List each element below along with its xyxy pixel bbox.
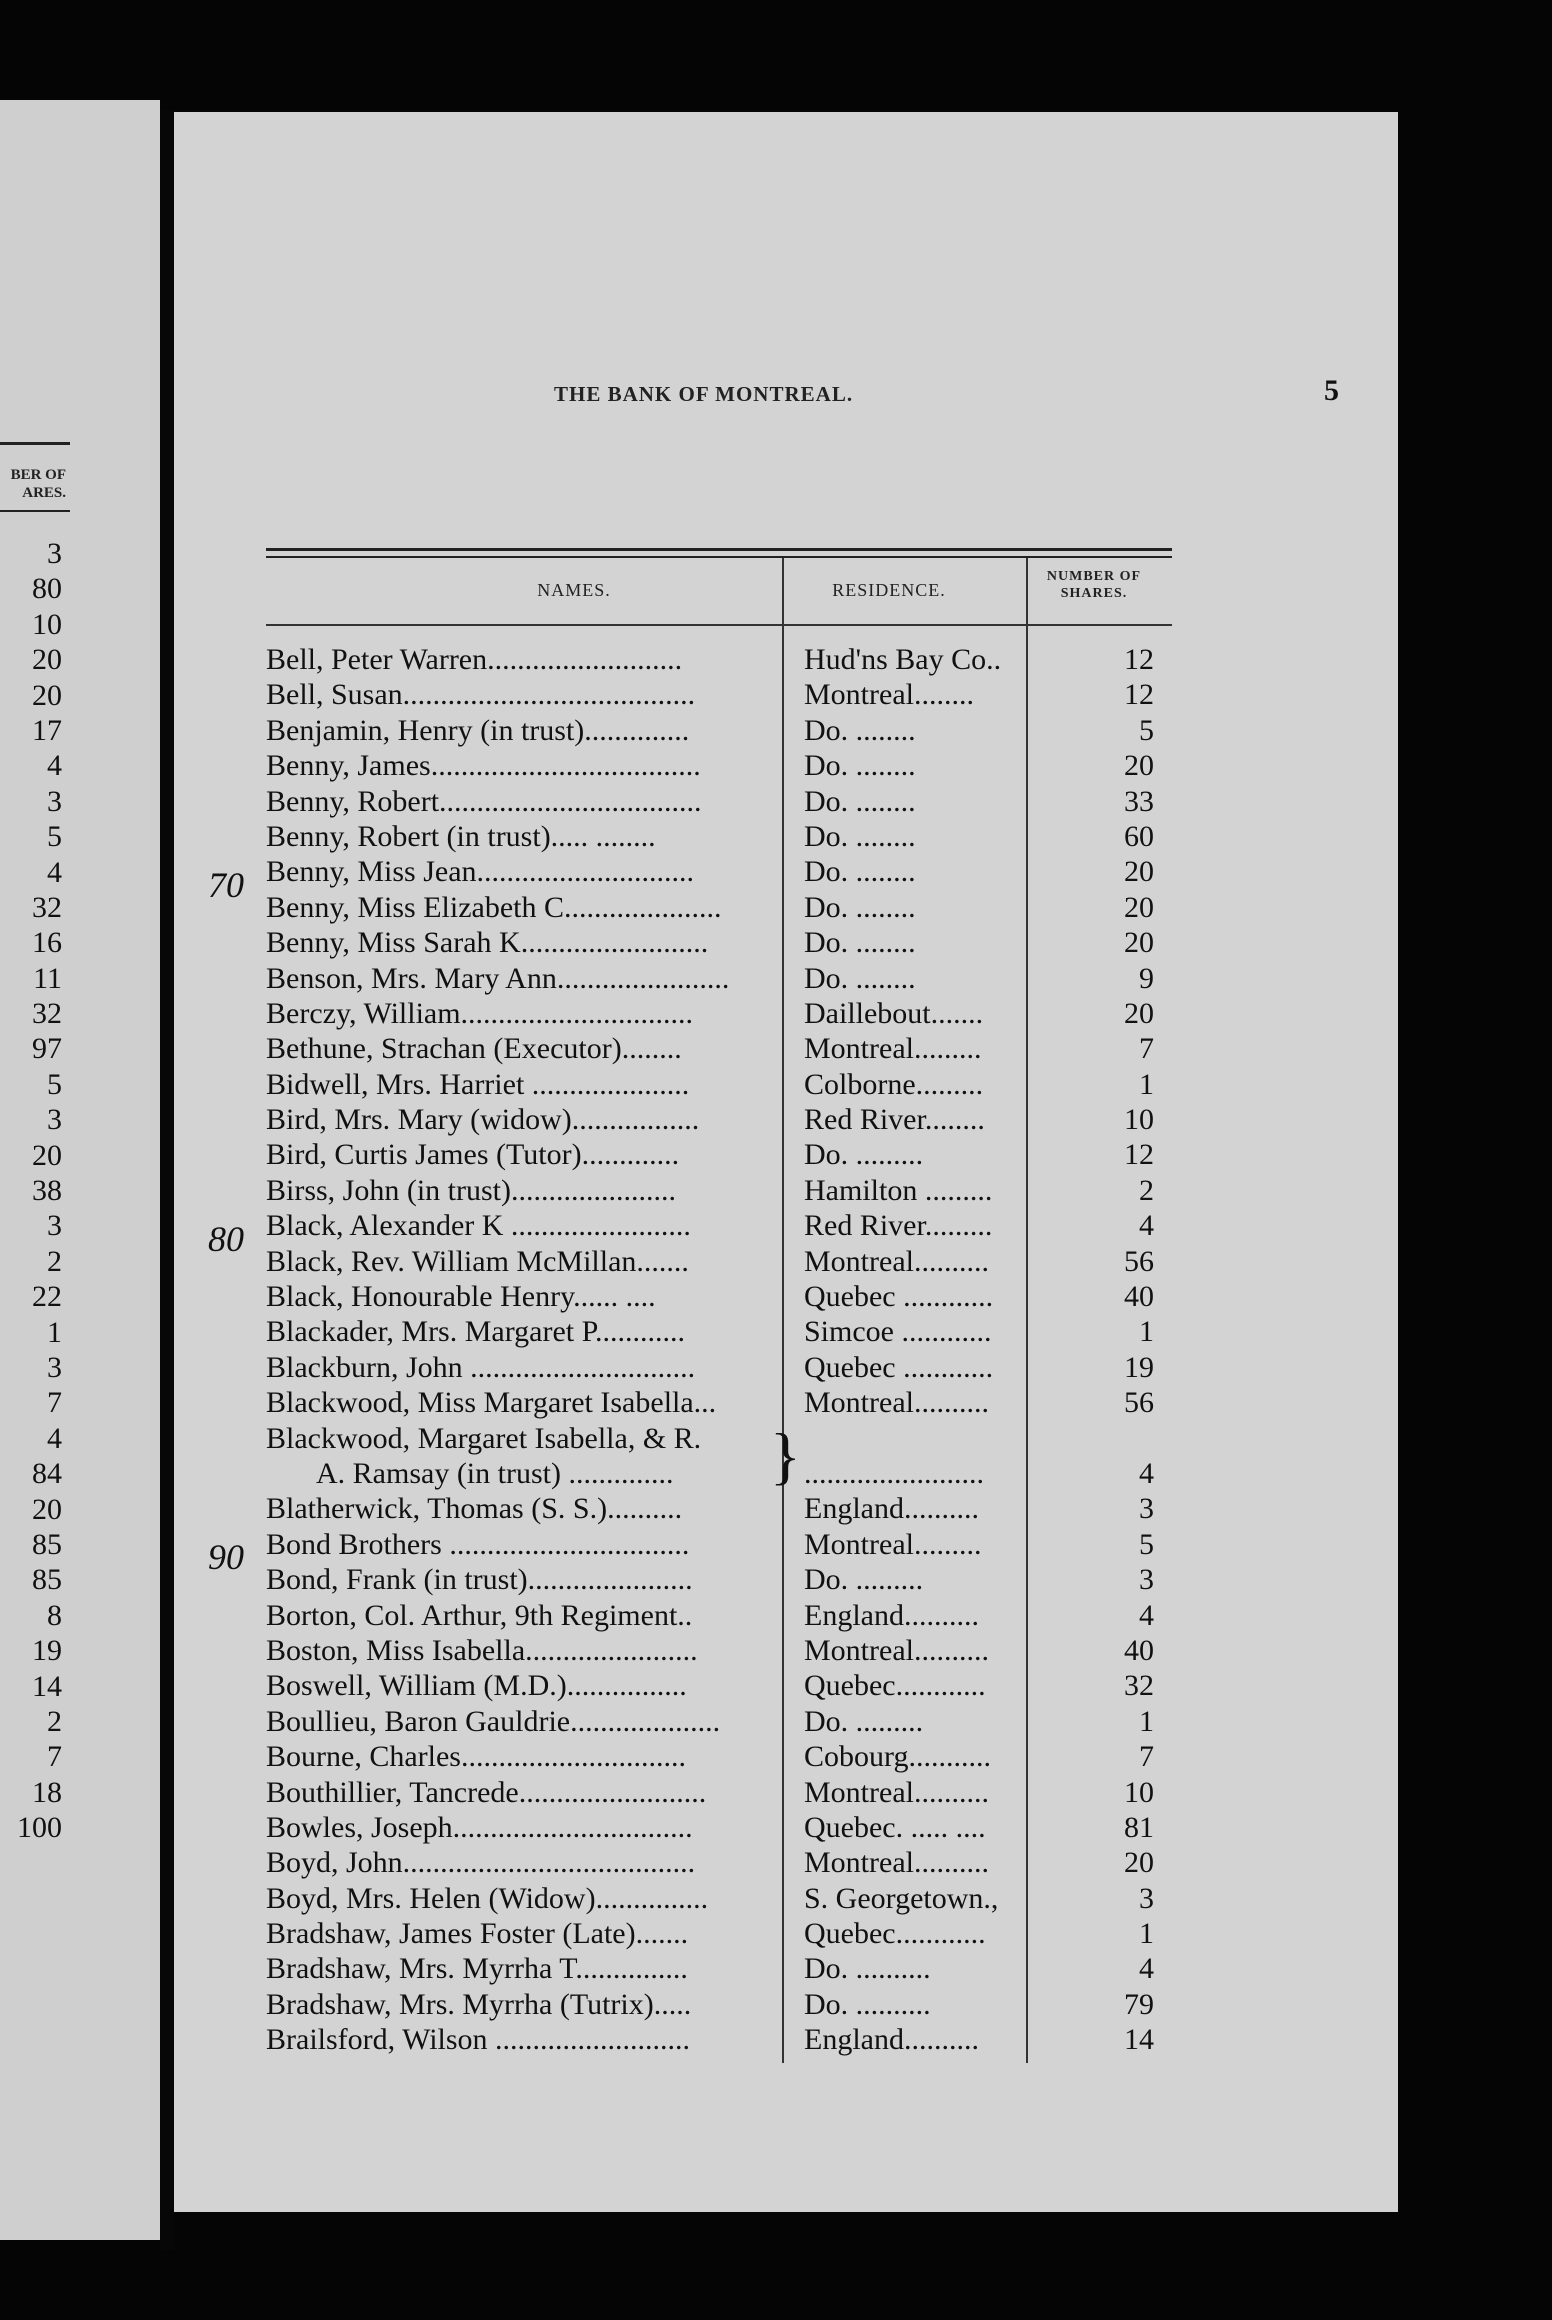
shareholder-name: Black, Alexander K ........................ bbox=[266, 1209, 691, 1243]
shareholder-shares: 33 bbox=[1124, 784, 1154, 818]
shareholder-name: Bond, Frank (in trust)...................... bbox=[266, 1563, 693, 1597]
shareholder-name: Blackburn, John .............................. bbox=[266, 1350, 696, 1384]
left-share-value: 85 bbox=[32, 1527, 62, 1561]
shareholder-residence: Red River........ bbox=[804, 1103, 985, 1137]
shareholder-name: Bethune, Strachan (Executor)........ bbox=[266, 1032, 682, 1066]
shareholder-shares: 20 bbox=[1124, 1846, 1154, 1880]
shareholder-shares: 4 bbox=[1139, 1952, 1154, 1986]
left-share-value: 4 bbox=[47, 749, 62, 783]
shareholder-residence: Do. ........ bbox=[804, 926, 916, 960]
margin-note-70: 70 bbox=[208, 865, 244, 905]
shareholder-name: Boyd, Mrs. Helen (Widow)............... bbox=[266, 1881, 709, 1915]
left-share-value: 4 bbox=[47, 1421, 62, 1455]
shareholder-shares: 20 bbox=[1124, 926, 1154, 960]
shareholder-residence: England.......... bbox=[804, 2023, 979, 2057]
shareholder-residence: England.......... bbox=[804, 1492, 979, 1526]
shareholder-shares: 4 bbox=[1139, 1456, 1154, 1490]
shareholder-residence: Quebec. ..... .... bbox=[804, 1810, 986, 1844]
shareholder-residence: S. Georgetown., bbox=[804, 1881, 999, 1915]
shareholder-residence: Montreal.......... bbox=[804, 1775, 989, 1809]
left-share-value: 38 bbox=[32, 1174, 62, 1208]
shareholder-name: Blackwood, Margaret Isabella, & R. bbox=[266, 1421, 702, 1455]
left-page-fragment bbox=[0, 100, 160, 2240]
column-header-residence: RESIDENCE. bbox=[832, 580, 946, 600]
shareholder-name: Blatherwick, Thomas (S. S.).......... bbox=[266, 1492, 683, 1526]
shareholder-name: Benny, Miss Sarah K......................... bbox=[266, 926, 709, 960]
shareholder-name: Benny, Robert (in trust)..... ........ bbox=[266, 819, 656, 853]
table-row bbox=[174, 819, 1398, 854]
shareholder-shares: 20 bbox=[1124, 855, 1154, 889]
running-head: THE BANK OF MONTREAL. bbox=[554, 382, 854, 406]
shareholder-name: Bradshaw, James Foster (Late)....... bbox=[266, 1917, 689, 1951]
shareholder-residence: Quebec ............ bbox=[804, 1280, 994, 1314]
left-share-value: 84 bbox=[32, 1457, 62, 1491]
shareholder-residence: Hamilton ......... bbox=[804, 1173, 993, 1207]
left-share-value: 97 bbox=[32, 1032, 62, 1066]
shareholder-shares: 20 bbox=[1124, 996, 1154, 1030]
left-share-value: 20 bbox=[32, 678, 62, 712]
shareholder-residence: Do. .......... bbox=[804, 1987, 931, 2021]
shareholder-shares: 7 bbox=[1139, 1032, 1154, 1066]
shareholder-name: Benny, James.................................... bbox=[266, 749, 701, 783]
shareholder-residence: Do. ......... bbox=[804, 1138, 924, 1172]
table-row bbox=[174, 1314, 1398, 1349]
shareholder-residence: Do. ......... bbox=[804, 1563, 924, 1597]
left-share-value: 11 bbox=[33, 961, 62, 995]
table-row bbox=[174, 1881, 1398, 1916]
shareholder-shares: 56 bbox=[1124, 1386, 1154, 1420]
shareholder-residence: Montreal.......... bbox=[804, 1633, 989, 1667]
left-share-value: 5 bbox=[47, 1067, 62, 1101]
table-row bbox=[174, 961, 1398, 996]
shareholder-residence: Montreal.......... bbox=[804, 1244, 989, 1278]
column-header-names: NAMES. bbox=[537, 580, 611, 600]
shareholder-name: Berczy, William............................... bbox=[266, 996, 694, 1030]
left-share-value: 1 bbox=[47, 1315, 62, 1349]
table-row bbox=[174, 1987, 1398, 2022]
column-header-shares: NUMBER OF SHARES. bbox=[1046, 569, 1142, 601]
table-row bbox=[174, 1562, 1398, 1597]
shareholder-residence: Do. ........ bbox=[804, 819, 916, 853]
table-row bbox=[174, 784, 1398, 819]
left-share-value: 14 bbox=[32, 1669, 62, 1703]
shareholder-shares: 2 bbox=[1139, 1173, 1154, 1207]
book-spine bbox=[160, 110, 174, 2250]
shareholder-shares: 20 bbox=[1124, 749, 1154, 783]
table-row bbox=[174, 1916, 1398, 1951]
table-row bbox=[174, 1279, 1398, 1314]
shareholder-name: Bird, Curtis James (Tutor)............. bbox=[266, 1138, 680, 1172]
shareholder-name: Boullieu, Baron Gauldrie.................... bbox=[266, 1704, 721, 1738]
shareholder-residence: Do. .......... bbox=[804, 1952, 931, 1986]
shareholder-shares: 4 bbox=[1139, 1598, 1154, 1632]
left-share-value: 3 bbox=[47, 1103, 62, 1137]
shareholder-residence: Quebec............ bbox=[804, 1917, 986, 1951]
shareholder-name: Borton, Col. Arthur, 9th Regiment.. bbox=[266, 1598, 693, 1632]
shareholder-name: Bell, Susan....................................... bbox=[266, 678, 696, 712]
shareholder-name: Black, Rev. William McMillan....... bbox=[266, 1244, 689, 1278]
table-row bbox=[174, 1244, 1398, 1279]
left-share-value: 85 bbox=[32, 1563, 62, 1597]
shareholder-name: Bond Brothers ................................ bbox=[266, 1527, 690, 1561]
left-header-rule bbox=[0, 442, 70, 445]
table-row bbox=[174, 642, 1398, 677]
shareholder-name: Bradshaw, Mrs. Myrrha T............... bbox=[266, 1952, 688, 1986]
left-share-value: 3 bbox=[47, 784, 62, 818]
left-share-value: 20 bbox=[32, 1492, 62, 1526]
header-bottom-rule bbox=[266, 624, 1172, 626]
shareholder-shares: 3 bbox=[1139, 1563, 1154, 1597]
ledger-page bbox=[174, 112, 1398, 2212]
shareholder-residence: Montreal.......... bbox=[804, 1846, 989, 1880]
left-share-value: 3 bbox=[47, 1209, 62, 1243]
shareholder-shares: 12 bbox=[1124, 678, 1154, 712]
shareholder-residence: Do. ......... bbox=[804, 1704, 924, 1738]
table-row bbox=[174, 1951, 1398, 1986]
shareholder-residence: Do. ........ bbox=[804, 749, 916, 783]
table-row bbox=[174, 2022, 1398, 2057]
shareholder-shares: 5 bbox=[1139, 1527, 1154, 1561]
left-share-value: 2 bbox=[47, 1244, 62, 1278]
table-row bbox=[174, 890, 1398, 925]
shareholder-residence: Do. ........ bbox=[804, 855, 916, 889]
table-row bbox=[174, 1208, 1398, 1243]
left-shares-header: BER OF ARES. bbox=[10, 467, 66, 501]
table-row bbox=[174, 1385, 1398, 1420]
left-share-value: 4 bbox=[47, 855, 62, 889]
shareholder-shares: 3 bbox=[1139, 1492, 1154, 1526]
shareholder-residence: Quebec ............ bbox=[804, 1350, 994, 1384]
table-row bbox=[174, 1067, 1398, 1102]
shareholder-table bbox=[174, 642, 1398, 2058]
shareholder-shares: 14 bbox=[1124, 2023, 1154, 2057]
left-share-value: 80 bbox=[32, 572, 62, 606]
left-share-value: 32 bbox=[32, 890, 62, 924]
shareholder-residence: Montreal......... bbox=[804, 1527, 982, 1561]
table-row bbox=[174, 1739, 1398, 1774]
table-row bbox=[174, 1350, 1398, 1385]
shareholder-name: Boyd, John....................................... bbox=[266, 1846, 696, 1880]
shareholder-name: Benny, Miss Elizabeth C..................... bbox=[266, 890, 722, 924]
left-share-value: 16 bbox=[32, 926, 62, 960]
left-share-value: 22 bbox=[32, 1280, 62, 1314]
shareholder-shares: 4 bbox=[1139, 1209, 1154, 1243]
shareholder-shares: 32 bbox=[1124, 1669, 1154, 1703]
shareholder-name: Bourne, Charles.............................. bbox=[266, 1740, 686, 1774]
table-row bbox=[174, 677, 1398, 712]
left-share-value: 8 bbox=[47, 1598, 62, 1632]
shareholder-name: Bird, Mrs. Mary (widow)................. bbox=[266, 1103, 700, 1137]
table-row bbox=[174, 1102, 1398, 1137]
left-share-value: 17 bbox=[32, 713, 62, 747]
shareholder-shares: 1 bbox=[1139, 1704, 1154, 1738]
shareholder-residence: Quebec............ bbox=[804, 1669, 986, 1703]
shareholder-shares: 5 bbox=[1139, 713, 1154, 747]
left-share-value: 3 bbox=[47, 537, 62, 570]
shareholder-name: A. Ramsay (in trust) .............. bbox=[316, 1456, 674, 1490]
left-shares-column bbox=[0, 536, 62, 1845]
shareholder-shares: 12 bbox=[1124, 643, 1154, 676]
table-row bbox=[174, 925, 1398, 960]
shareholder-shares: 60 bbox=[1124, 819, 1154, 853]
table-row bbox=[174, 1775, 1398, 1810]
shareholder-residence: Hud'ns Bay Co.. bbox=[804, 643, 1002, 676]
shareholder-residence: Do. ........ bbox=[804, 784, 916, 818]
table-row bbox=[174, 1456, 1398, 1491]
shareholder-name: Boston, Miss Isabella....................... bbox=[266, 1633, 698, 1667]
left-share-value: 7 bbox=[47, 1740, 62, 1774]
table-row bbox=[174, 1633, 1398, 1668]
shareholder-name: Bowles, Joseph................................ bbox=[266, 1810, 693, 1844]
margin-note-90: 90 bbox=[208, 1537, 244, 1577]
shareholder-residence: ........................ bbox=[804, 1456, 984, 1490]
shareholder-shares: 79 bbox=[1124, 1987, 1154, 2021]
left-share-value: 7 bbox=[47, 1386, 62, 1420]
shareholder-name: Bidwell, Mrs. Harriet ..................... bbox=[266, 1067, 690, 1101]
shareholder-residence: Colborne......... bbox=[804, 1067, 984, 1101]
shareholder-residence: Do. ........ bbox=[804, 890, 916, 924]
shareholder-shares: 9 bbox=[1139, 961, 1154, 995]
shareholder-shares: 10 bbox=[1124, 1775, 1154, 1809]
shareholder-name: Boswell, William (M.D.)................ bbox=[266, 1669, 687, 1703]
table-row bbox=[174, 1031, 1398, 1066]
shareholder-shares: 1 bbox=[1139, 1315, 1154, 1349]
header-double-rule-bottom bbox=[266, 556, 1172, 558]
shareholder-name: Bradshaw, Mrs. Myrrha (Tutrix)..... bbox=[266, 1987, 692, 2021]
shareholder-shares: 7 bbox=[1139, 1740, 1154, 1774]
left-share-value: 19 bbox=[32, 1634, 62, 1668]
table-row bbox=[174, 1810, 1398, 1845]
shareholder-residence: Montreal........ bbox=[804, 678, 974, 712]
shareholder-shares: 1 bbox=[1139, 1067, 1154, 1101]
shareholder-shares: 3 bbox=[1139, 1881, 1154, 1915]
shareholder-residence: Do. ........ bbox=[804, 961, 916, 995]
table-row bbox=[174, 1137, 1398, 1172]
table-row bbox=[174, 1845, 1398, 1880]
shareholder-name: Bouthillier, Tancrede......................... bbox=[266, 1775, 707, 1809]
table-row bbox=[174, 1704, 1398, 1739]
shareholder-shares: 20 bbox=[1124, 890, 1154, 924]
header-double-rule-top bbox=[266, 548, 1172, 551]
table-row bbox=[174, 1173, 1398, 1208]
shareholder-name: Benny, Robert................................... bbox=[266, 784, 702, 818]
shareholder-shares: 12 bbox=[1124, 1138, 1154, 1172]
left-share-value: 3 bbox=[47, 1350, 62, 1384]
table-row bbox=[174, 854, 1398, 889]
shareholder-shares: 81 bbox=[1124, 1810, 1154, 1844]
shareholder-residence: Daillebout....... bbox=[804, 996, 984, 1030]
table-row bbox=[174, 748, 1398, 783]
shareholder-residence: Do. ........ bbox=[804, 713, 916, 747]
margin-note-80: 80 bbox=[208, 1219, 244, 1259]
shareholder-residence: Montreal......... bbox=[804, 1032, 982, 1066]
shareholder-name: Benson, Mrs. Mary Ann....................... bbox=[266, 961, 730, 995]
left-share-value: 2 bbox=[47, 1704, 62, 1738]
shareholder-shares: 19 bbox=[1124, 1350, 1154, 1384]
shareholder-shares: 40 bbox=[1124, 1633, 1154, 1667]
shareholder-name: Blackwood, Miss Margaret Isabella... bbox=[266, 1386, 717, 1420]
shareholder-name: Black, Honourable Henry...... .... bbox=[266, 1280, 656, 1314]
left-share-value: 5 bbox=[47, 820, 62, 854]
shareholder-residence: Montreal.......... bbox=[804, 1386, 989, 1420]
left-share-value: 10 bbox=[32, 607, 62, 641]
shareholder-shares: 56 bbox=[1124, 1244, 1154, 1278]
left-share-value: 18 bbox=[32, 1775, 62, 1809]
shareholder-name: Benny, Miss Jean............................. bbox=[266, 855, 695, 889]
table-row bbox=[174, 1668, 1398, 1703]
shareholder-name: Benjamin, Henry (in trust).............. bbox=[266, 713, 690, 747]
shareholder-residence: Red River......... bbox=[804, 1209, 993, 1243]
table-row bbox=[174, 996, 1398, 1031]
left-share-value: 20 bbox=[32, 1138, 62, 1172]
shareholder-residence: Simcoe ............ bbox=[804, 1315, 992, 1349]
table-row bbox=[174, 1527, 1398, 1562]
shareholder-residence: England.......... bbox=[804, 1598, 979, 1632]
shareholder-residence: Cobourg........... bbox=[804, 1740, 991, 1774]
table-row bbox=[174, 713, 1398, 748]
left-share-value: 100 bbox=[17, 1811, 62, 1845]
left-share-value: 20 bbox=[32, 643, 62, 677]
page-number: 5 bbox=[1324, 374, 1339, 407]
shareholder-shares: 1 bbox=[1139, 1917, 1154, 1951]
left-header-rule-bottom bbox=[0, 510, 70, 512]
grouping-brace: } bbox=[770, 1419, 801, 1491]
shareholder-shares: 40 bbox=[1124, 1280, 1154, 1314]
shareholder-name: Blackader, Mrs. Margaret P............ bbox=[266, 1315, 685, 1349]
left-share-value: 32 bbox=[32, 997, 62, 1031]
shareholder-shares: 10 bbox=[1124, 1103, 1154, 1137]
table-row bbox=[174, 1491, 1398, 1526]
shareholder-name: Bell, Peter Warren.......................... bbox=[266, 643, 683, 676]
shareholder-name: Birss, John (in trust)...................... bbox=[266, 1173, 677, 1207]
table-row bbox=[174, 1598, 1398, 1633]
shareholder-name: Brailsford, Wilson .......................... bbox=[266, 2023, 691, 2057]
